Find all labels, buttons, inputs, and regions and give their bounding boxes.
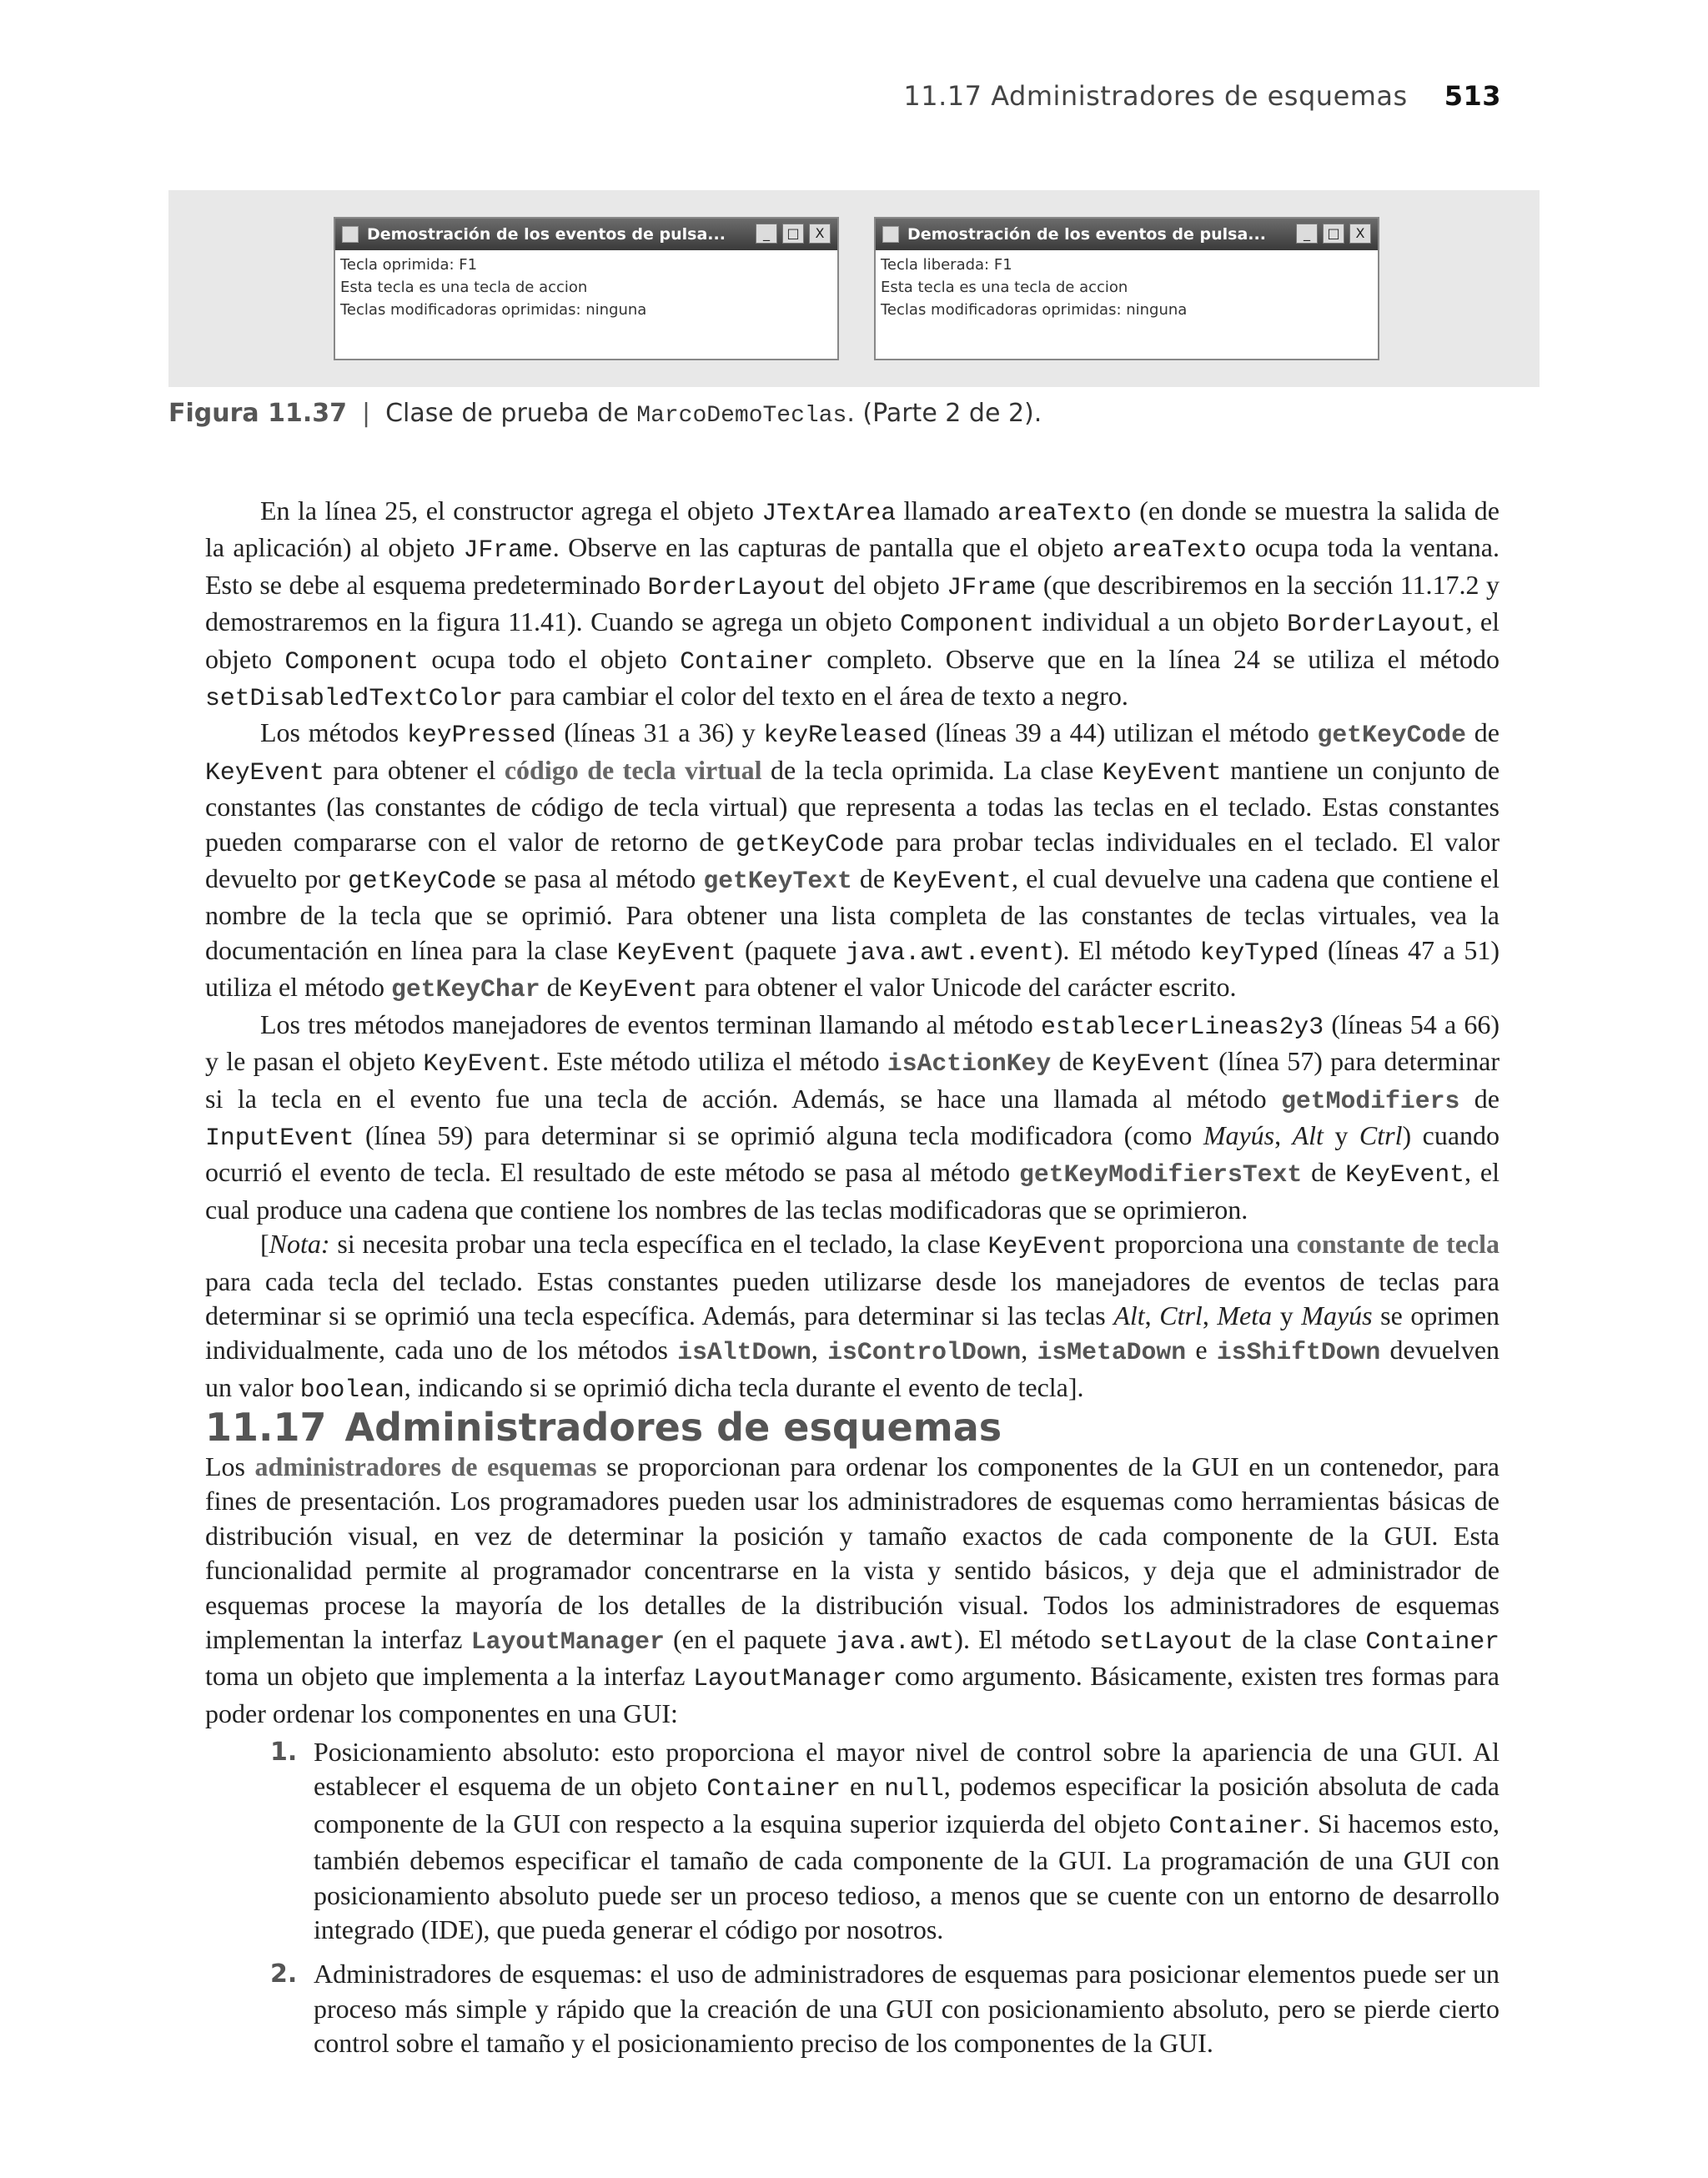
caption-text: . (Parte 2 de 2). <box>846 399 1042 428</box>
text-span: keyReleased <box>763 721 927 750</box>
text-span: Alt <box>1292 1119 1324 1150</box>
text-span: Ctrl <box>1159 1300 1203 1330</box>
text-span: ). El método <box>1053 934 1200 965</box>
demo-window-released <box>874 217 1379 360</box>
text-span: ) cuando ocurrió el evento de tecla. El resultado de este método se pasa al método <box>205 1119 1500 1188</box>
text-span: se proporcionan para ordenar los componentes de la GUI en un contenedor, para fines de presentación. Los programadores pueden usar los administradores de esquemas como herramientas básicas de distribución visual, en vez de determinar la posición y tamaño exactos de cada componente de la GUI. Esta funcionalidad permite al programador concentrarse en la vista y sentido básicos, y deja que el administrador de esquemas procese la mayoría de los detalles de la distribución visual. Todos los administradores de esquemas implementan la interfaz <box>205 1451 1500 1655</box>
java-app-icon <box>342 226 359 243</box>
paragraph <box>205 716 1500 1007</box>
text-span: Los tres métodos manejadores de eventos terminan llamando al método <box>260 1009 1041 1039</box>
text-span: JFrame <box>947 572 1037 601</box>
text-span: , <box>1144 1300 1160 1330</box>
text-span: LayoutManager <box>693 1664 887 1693</box>
text-span: (líneas 47 a 51) utiliza el método <box>205 934 1500 1003</box>
text-span: isActionKey <box>887 1049 1052 1079</box>
text-span: KeyEvent <box>1345 1160 1465 1190</box>
text-span: Container <box>1365 1627 1500 1657</box>
text-span: constante de tecla <box>1296 1229 1500 1260</box>
text-span: (línea 57) para determinar si la tecla en el evento fue una tecla de acción. Además, se hace una llamada al método <box>205 1046 1500 1114</box>
figure-label: Figura 11.37 <box>168 399 347 428</box>
text-span: , el cual produce una cadena que contiene los nombres de las teclas modificadoras que se oprimieron. <box>205 1157 1500 1225</box>
running-head <box>903 80 1501 112</box>
text-span: , el objeto <box>205 606 1500 674</box>
text-span: como argumento. Básicamente, existen tres formas para poder ordenar los componentes en una GUI: <box>205 1661 1500 1728</box>
text-area-line: Esta tecla es una tecla de accion <box>340 279 588 296</box>
text-area-line: Tecla liberada: F1 <box>881 256 1012 274</box>
text-span: getKeyCode <box>735 829 885 858</box>
text-span: areaTexto <box>997 499 1132 527</box>
text-span: de <box>851 863 893 894</box>
text-span: getKeyCode <box>1317 721 1466 750</box>
text-area-line: Tecla oprimida: F1 <box>340 256 478 274</box>
text-span: del objeto <box>826 569 947 600</box>
text-span: código de tecla virtual <box>504 754 762 785</box>
maximize-icon[interactable]: □ <box>1323 224 1344 244</box>
text-span: getKeyCode <box>347 867 497 896</box>
text-span: (líneas 31 a 36) y <box>555 717 764 748</box>
text-span: isControlDown <box>827 1338 1022 1367</box>
text-span: administradores de esquemas <box>254 1451 597 1481</box>
text-span: isAltDown <box>677 1338 811 1367</box>
paragraph <box>205 1450 1500 1731</box>
text-span: Posicionamiento absoluto: esto proporciona el mayor nivel de control sobre la apariencia de una GUI. Al establecer el esquema de un objeto <box>314 1737 1500 1802</box>
list-number: 1. <box>270 1738 298 1767</box>
text-span: completo. Observe que en la línea 24 se utiliza el método <box>813 643 1500 674</box>
text-span: de <box>540 972 579 1003</box>
window-titlebar[interactable] <box>335 219 837 250</box>
caption-text: Clase de prueba de <box>385 399 637 428</box>
text-span: . Si hacemos esto, también debemos especificar el tamaño de cada componente de la GUI. La programación de una GUI con posicionamiento absoluto puede ser un proceso tedioso, a menos que se cuente con un entorno de desarrollo integrado (IDE), que pueda generar el código por nosotros. <box>314 1808 1500 1945</box>
text-span: Ctrl <box>1359 1119 1403 1150</box>
text-span: ocupa toda la ventana. Esto se debe al esquema predeterminado <box>205 532 1500 600</box>
text-span: , <box>1202 1300 1218 1330</box>
caption-code: MarcoDemoTeclas <box>636 403 847 429</box>
text-span: LayoutManager <box>470 1627 665 1657</box>
text-span: (en el paquete <box>664 1624 836 1655</box>
text-span: getKeyModifiersText <box>1019 1160 1303 1190</box>
text-span: keyTyped <box>1199 938 1319 967</box>
text-span: BorderLayout <box>647 572 826 601</box>
text-span: se pasa al método <box>496 863 704 894</box>
close-icon[interactable]: X <box>809 224 831 244</box>
text-span: . Observe en las capturas de pantalla que el objeto <box>552 532 1113 563</box>
text-span: Container <box>1168 1811 1304 1840</box>
text-span: Administradores de esquemas: el uso de administradores de esquemas para posicionar elementos puede ser un proceso más simple y rápido que la creación de una GUI con posicionamiento absoluto, pero se pierde cierto control sobre el tamaño y el posicionamiento preciso de los componentes de la GUI. <box>314 1959 1500 2059</box>
text-span: ocupa todo el objeto <box>419 643 681 674</box>
text-span: Mayús <box>1203 1119 1275 1150</box>
text-span: , <box>1021 1335 1037 1366</box>
text-span: Container <box>680 646 814 676</box>
text-span: KeyEvent <box>1092 1049 1211 1079</box>
maximize-icon[interactable]: □ <box>782 224 804 244</box>
text-span: Alt <box>1113 1300 1145 1330</box>
text-span: setLayout <box>1099 1627 1233 1657</box>
text-span: setDisabledTextColor <box>205 684 504 713</box>
text-span: proporciona una <box>1107 1229 1297 1260</box>
text-span: ). El método <box>954 1624 1100 1655</box>
body-text <box>205 494 1500 1407</box>
text-span: y <box>1323 1119 1359 1150</box>
text-span: java.awt.event <box>845 938 1054 967</box>
text-span: java.awt <box>835 1627 955 1657</box>
text-span: , podemos especificar la posición absoluta de cada componente de la GUI con respecto a la esquina superior izquierda del objeto <box>314 1771 1500 1838</box>
minimize-icon[interactable]: _ <box>756 224 777 244</box>
text-span: en <box>841 1771 885 1802</box>
text-span: , <box>811 1335 828 1366</box>
paragraph <box>205 1008 1500 1227</box>
text-span: de la tecla oprimida. La clase <box>761 754 1103 785</box>
close-icon[interactable]: X <box>1349 224 1371 244</box>
section-title: Administradores de esquemas <box>344 1405 1002 1450</box>
text-span: Component <box>284 646 419 676</box>
text-area-line: Esta tecla es una tecla de accion <box>881 279 1128 296</box>
text-span: KeyEvent <box>892 867 1012 896</box>
text-span: para cambiar el color del texto en el área de texto a negro. <box>503 681 1128 712</box>
text-span: KeyEvent <box>1102 757 1222 787</box>
text-span: , <box>1274 1119 1293 1150</box>
window-title: Demostración de los eventos de pulsa... <box>367 225 726 244</box>
text-span: Component <box>900 610 1034 639</box>
text-span: boolean <box>299 1375 404 1404</box>
text-area[interactable] <box>876 250 1378 324</box>
text-span: Nota: <box>269 1229 330 1260</box>
text-span: areaTexto <box>1112 536 1247 565</box>
text-span: Mayús <box>1301 1300 1373 1330</box>
figure-caption <box>168 399 1042 429</box>
text-span: Meta <box>1217 1300 1273 1330</box>
list-item <box>205 1957 1500 2060</box>
text-span: En la línea 25, el constructor agrega el objeto <box>260 495 762 526</box>
text-span: null <box>884 1774 944 1803</box>
text-span: y <box>1272 1300 1302 1330</box>
text-span: (paquete <box>736 934 846 965</box>
text-span: de <box>1302 1157 1346 1188</box>
text-span: InputEvent <box>205 1123 354 1152</box>
text-span: KeyEvent <box>578 975 698 1004</box>
caption-separator: | <box>361 399 371 428</box>
text-span: se oprimen individualmente, cada uno de los métodos <box>205 1300 1500 1366</box>
text-span: de la clase <box>1233 1624 1366 1655</box>
list-item <box>205 1735 1500 1947</box>
text-span: keyPressed <box>407 721 556 750</box>
text-span: establecerLineas2y3 <box>1040 1012 1324 1041</box>
text-span: , indicando si se oprimió dicha tecla durante el evento de tecla]. <box>404 1371 1084 1402</box>
text-span: (que describiremos en la sección 11.17.2 y demostraremos en la figura 11.41). Cuando se agrega un objeto <box>205 569 1500 637</box>
text-span: (línea 59) para determinar si se oprimió alguna tecla modificadora (como <box>354 1119 1203 1150</box>
page-number: 513 <box>1444 80 1501 112</box>
text-span: [ <box>260 1229 269 1260</box>
text-span: mantiene un conjunto de constantes (las constantes de código de tecla virtual) que representa a todas las teclas en el teclado. Estas constantes pueden compararse con el valor de retorno de <box>205 754 1500 857</box>
text-span: para obtener el valor Unicode del carácter escrito. <box>697 972 1237 1003</box>
text-span: Los <box>205 1451 255 1481</box>
text-span: de <box>1051 1046 1092 1077</box>
text-span: KeyEvent <box>423 1049 543 1079</box>
section-heading <box>205 1405 1002 1450</box>
text-span: Container <box>706 1774 841 1803</box>
java-app-icon <box>882 226 899 243</box>
numbered-list <box>205 1735 1500 2071</box>
window-title: Demostración de los eventos de pulsa... <box>907 225 1266 244</box>
text-span: (líneas 39 a 44) utilizan el método <box>927 717 1318 748</box>
section-number: 11.17 <box>205 1405 327 1450</box>
text-span: Los métodos <box>260 717 408 748</box>
text-span: (en donde se muestra la salida de la aplicación) al objeto <box>205 495 1500 563</box>
text-span: llamado <box>896 495 998 526</box>
figure-screenshots <box>168 190 1540 387</box>
text-span: de <box>1466 717 1500 748</box>
text-span: isShiftDown <box>1216 1338 1381 1367</box>
text-span: isMetaDown <box>1037 1338 1187 1367</box>
paragraph <box>205 1227 1500 1407</box>
text-span: getKeyText <box>703 867 852 896</box>
text-span: e <box>1186 1335 1217 1366</box>
demo-window-pressed <box>334 217 839 360</box>
section-body <box>205 1450 1500 1731</box>
list-number: 2. <box>270 1959 298 1989</box>
text-span: getKeyChar <box>391 975 540 1004</box>
text-span: para obtener el <box>324 754 505 785</box>
text-span: JTextArea <box>761 499 897 527</box>
text-span: individual a un objeto <box>1033 606 1288 637</box>
text-span: si necesita probar una tecla específica en el teclado, la clase <box>329 1229 988 1260</box>
text-span: devuelven un valor <box>205 1335 1500 1402</box>
text-span: JFrame <box>463 536 553 565</box>
text-area-line: Teclas modificadoras oprimidas: ninguna <box>881 301 1188 319</box>
text-span: . Este método utiliza el método <box>542 1046 887 1077</box>
text-span: KeyEvent <box>205 757 324 787</box>
text-span: getModifiers <box>1281 1086 1460 1115</box>
minimize-icon[interactable]: _ <box>1296 224 1318 244</box>
text-span: KeyEvent <box>987 1232 1108 1261</box>
text-span: para cada tecla del teclado. Estas constantes pueden utilizarse desde los manejadores de eventos de teclas para determinar si se oprimió una tecla específica. Además, para determinar si las teclas <box>205 1265 1500 1330</box>
text-span: para probar teclas individuales en el teclado. El valor devuelto por <box>205 826 1500 894</box>
text-span: (líneas 54 a 66) y le pasan el objeto <box>205 1009 1500 1077</box>
text-span: KeyEvent <box>616 938 736 967</box>
paragraph <box>205 494 1500 716</box>
text-span: BorderLayout <box>1287 610 1466 639</box>
text-area-line: Teclas modificadoras oprimidas: ninguna <box>340 301 647 319</box>
running-head-section: 11.17 Administradores de esquemas <box>903 80 1408 112</box>
window-titlebar[interactable] <box>876 219 1378 250</box>
text-span: toma un objeto que implementa a la interfaz <box>205 1661 694 1692</box>
text-span: de <box>1459 1083 1500 1114</box>
text-span: , el cual devuelve una cadena que contiene el nombre de la tecla que se oprimió. Para obtener una lista completa de las constantes de teclas virtuales, vea la documentación en línea para la clase <box>205 863 1500 965</box>
text-area[interactable] <box>335 250 837 324</box>
